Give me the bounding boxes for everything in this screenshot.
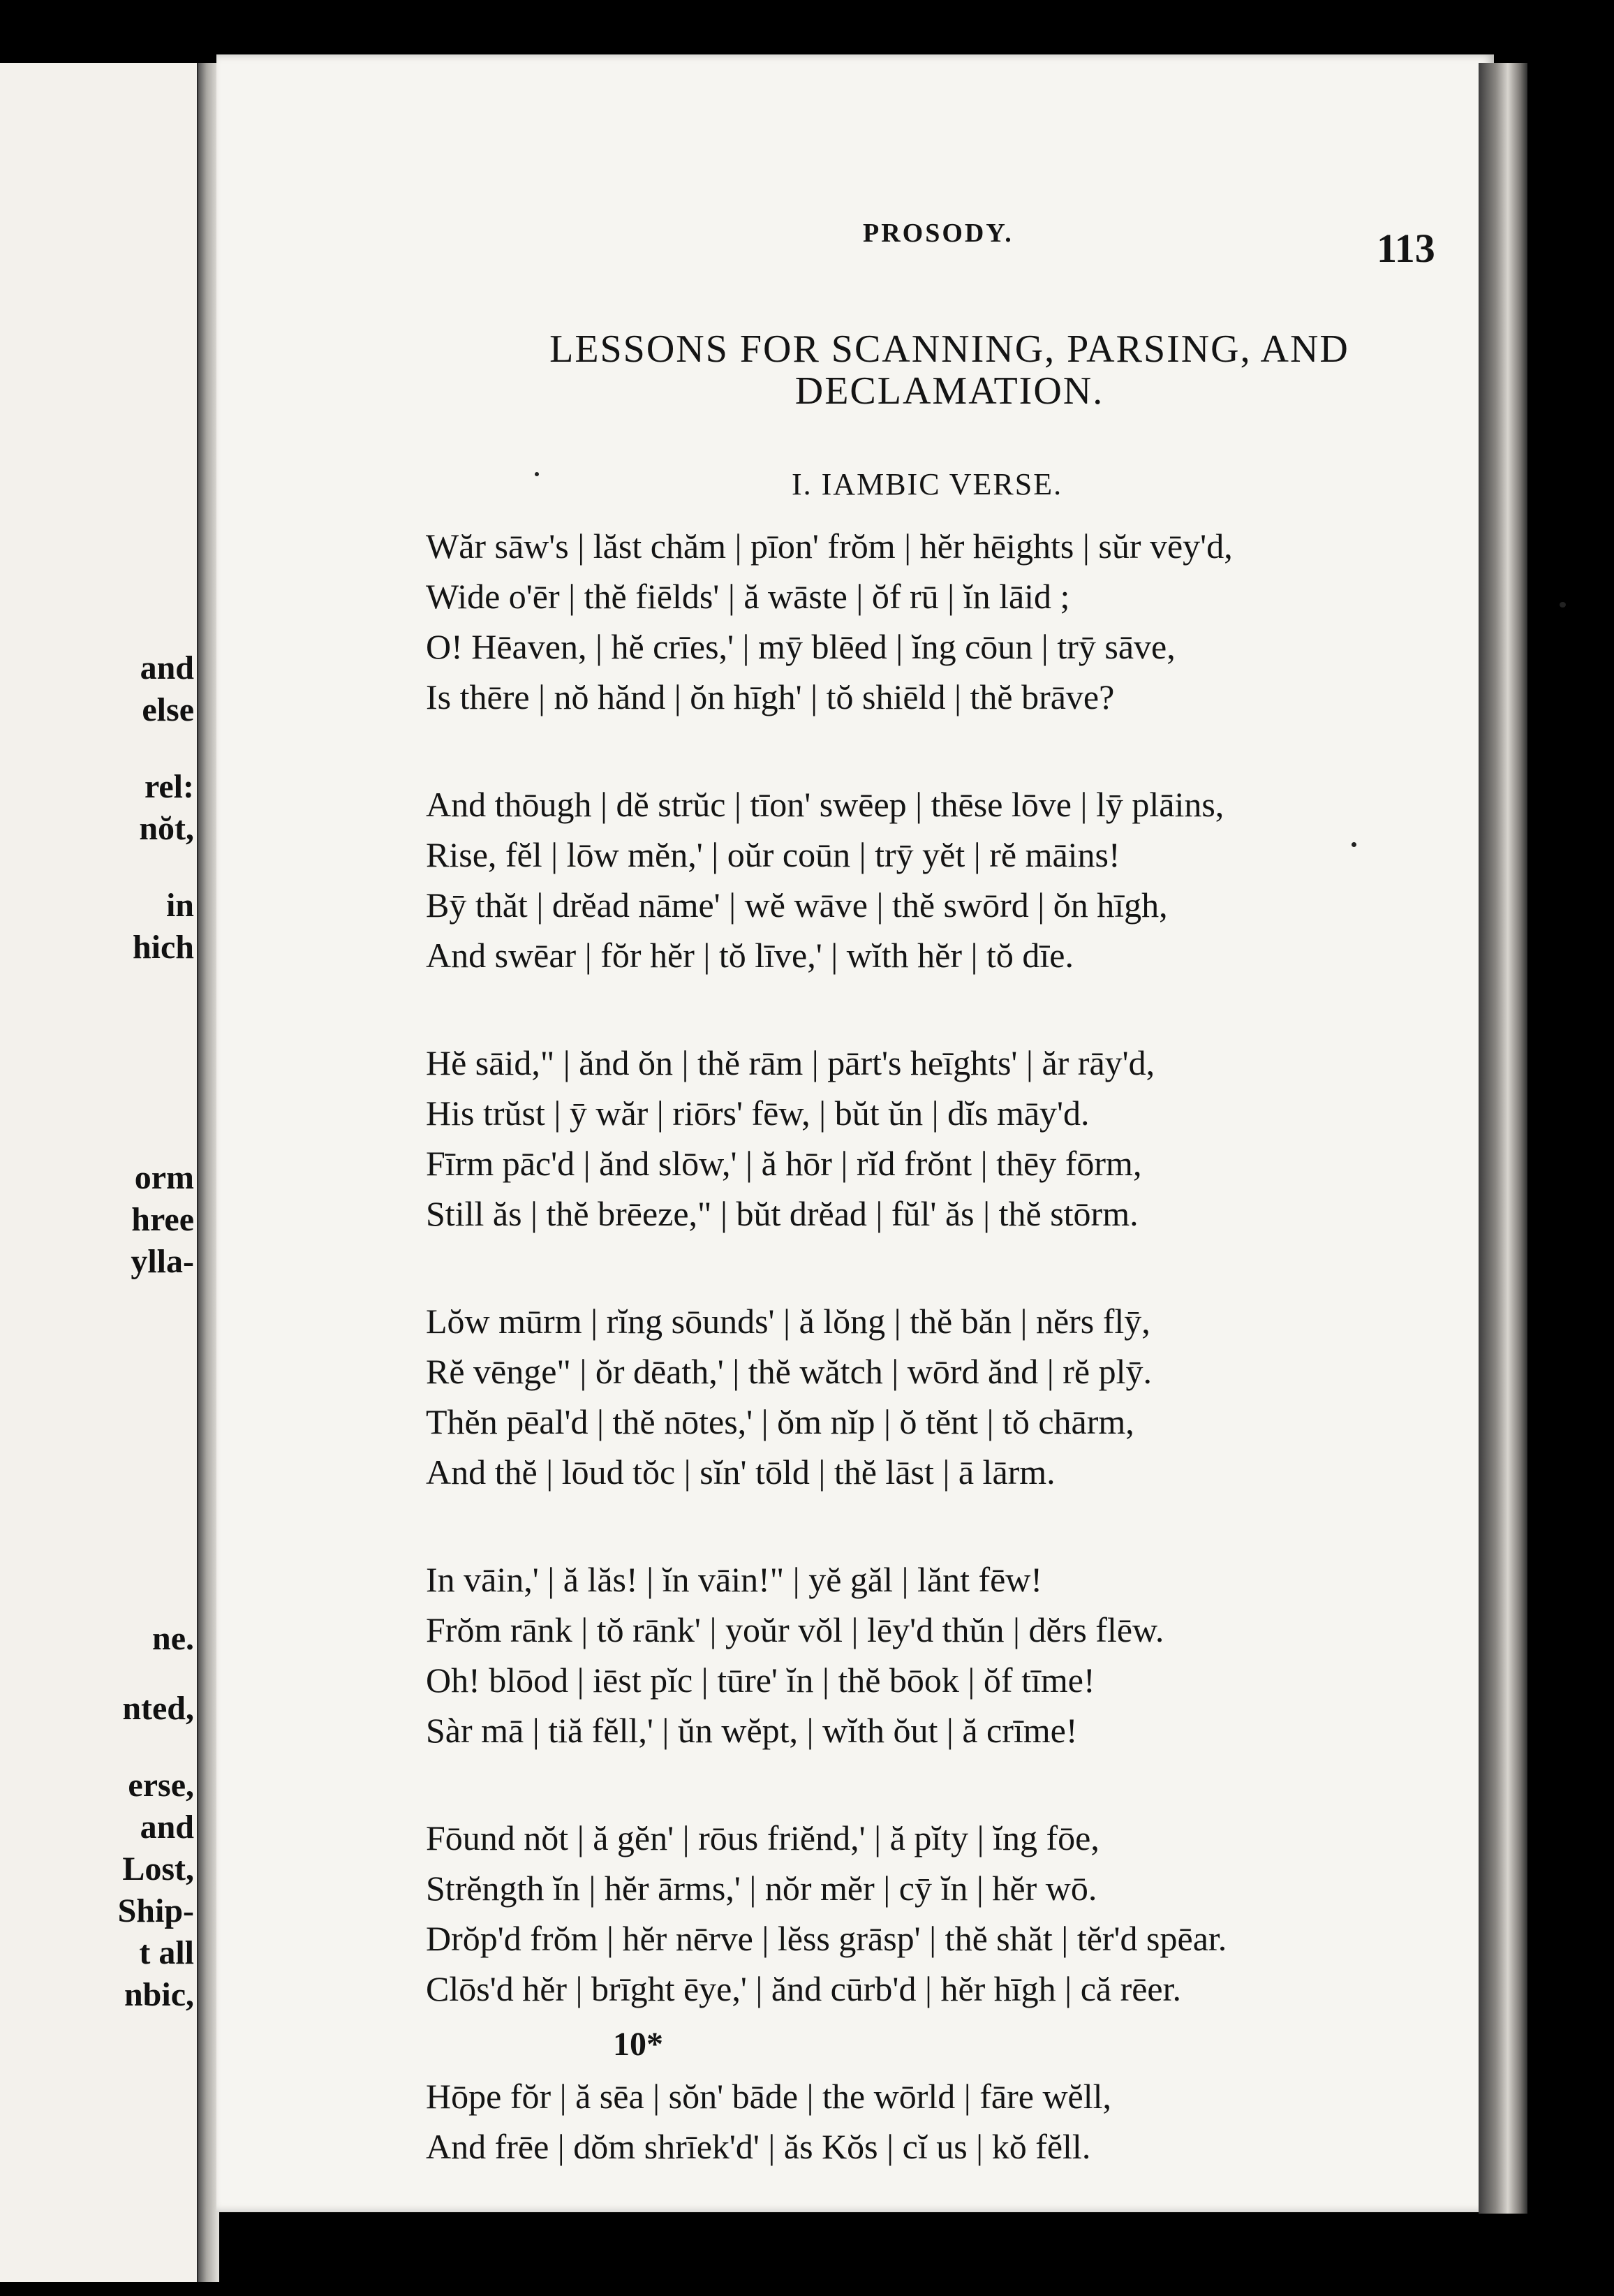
left-text-fragment: erse, (128, 1767, 194, 1804)
print-speck (535, 472, 539, 476)
verse-line: And thōugh | dĕ strŭc | tīon' swēep | thēse lōve | lȳ plāins, (426, 785, 1224, 824)
print-speck (1560, 602, 1566, 608)
verse-line: Wăr sāw's | lăst chăm | pīon' frŏm | hĕr hēights | sŭr vēy'd, (426, 527, 1233, 566)
verse-line: Clōs'd hĕr | brīght ēye,' | ănd cūrb'd | hĕr hīgh | că rēer. (426, 1969, 1182, 2008)
left-text-fragment: in (165, 887, 194, 924)
verse-line: Lŏw mūrm | rĭng sōunds' | ă lŏng | thĕ băn | nĕrs flȳ, (426, 1302, 1150, 1341)
stanza (426, 1813, 1445, 2014)
verse-line: Sàr mā | tiă fĕll,' | ŭn wĕpt, | wĭth ŏut | ă crīme! (426, 1711, 1078, 1750)
verse-line: Frŏm rānk | tŏ rānk' | yoŭr vŏl | lēy'd thŭn | dĕrs flēw. (426, 1610, 1164, 1649)
left-text-fragment: hree (131, 1201, 194, 1238)
stanza (426, 521, 1445, 722)
verse-line: Fīrm pāc'd | ănd slōw,' | ă hōr | rĭd frŏnt | thēy fōrm, (426, 1144, 1142, 1183)
verse-line: Strĕngth ĭn | hĕr ārms,' | nŏr mĕr | cȳ ĭn | hĕr wō. (426, 1869, 1097, 1908)
left-text-fragment: else (142, 691, 194, 728)
verse-line: O! Hēaven, | hĕ crīes,' | mȳ blēed | ĭng cōun | trȳ sāve, (426, 627, 1176, 666)
left-text-fragment: orm (134, 1159, 194, 1196)
verse-line: Oh! blōod | iēst pĭc | tūre' ĭn | thĕ bōok | ŏf tīme! (426, 1661, 1095, 1700)
left-text-fragment: and (140, 649, 194, 686)
stanza (426, 1038, 1445, 1239)
verse-line: Is thēre | nŏ hănd | ŏn hīgh' | tŏ shiēld | thĕ brāve? (426, 677, 1115, 716)
stanza (426, 1554, 1445, 1756)
stanza (426, 779, 1445, 980)
left-text-fragment: Ship- (117, 1892, 194, 1929)
stanza (426, 1296, 1445, 1497)
left-text-fragment: and (140, 1809, 194, 1846)
verse-line: And thĕ | lōud tŏc | sĭn' tōld | thĕ lāst | ā lārm. (426, 1452, 1056, 1492)
page-number: 113 (1377, 226, 1435, 271)
verse-line: Still ăs | thĕ brēeze," | bŭt drĕad | fŭl' ăs | thĕ stōrm. (426, 1194, 1139, 1233)
verse-line: Fōund nŏt | ă gĕn' | rōus friĕnd,' | ă pĭty | ĭng fōe, (426, 1818, 1100, 1857)
print-speck (1352, 842, 1356, 847)
section-title: LESSONS FOR SCANNING, PARSING, AND DECLAMATION. (549, 328, 1349, 413)
left-text-fragment: ylla- (131, 1243, 194, 1280)
verse-line: Drŏp'd frŏm | hĕr nērve | lĕss grāsp' | thĕ shăt | tĕr'd spēar. (426, 1919, 1227, 1958)
verse-line: Bȳ thăt | drĕad nāme' | wĕ wāve | thĕ swōrd | ŏn hīgh, (426, 885, 1168, 925)
verse-line: Rĕ vēnge" | ŏr dēath,' | thĕ wătch | wōrd ănd | rĕ plȳ. (426, 1352, 1152, 1391)
facing-page-fragment (0, 63, 204, 2282)
left-text-fragment: rel: (144, 768, 194, 805)
left-text-fragment: Lost, (122, 1850, 194, 1887)
verse-line: Hĕ sāid," | ănd ŏn | thĕ rām | pārt's heīghts' | ăr rāy'd, (426, 1043, 1155, 1082)
left-text-fragment: nbic, (124, 1976, 194, 2013)
left-text-fragment: hich (132, 929, 194, 966)
left-text-fragment: nted, (122, 1690, 194, 1727)
verse-line: His trŭst | ȳ wăr | riōrs' fēw, | bŭt ŭn | dĭs māy'd. (426, 1094, 1090, 1133)
stanza (426, 2071, 1445, 2172)
section-subtitle: I. IAMBIC VERSE. (792, 467, 1063, 501)
verse-line: Thĕn pēal'd | thĕ nōtes,' | ŏm nĭp | ŏ tĕnt | tŏ chārm, (426, 1402, 1134, 1441)
left-text-fragment: nŏt, (139, 810, 194, 847)
verse-line: And frēe | dŏm shrīek'd' | ăs Kŏs | cĭ us | kŏ fĕll. (426, 2127, 1091, 2166)
verse-line: And swēar | fŏr hĕr | tŏ līve,' | wĭth hĕr | tŏ dīe. (426, 936, 1074, 975)
verse-block (426, 521, 1445, 2172)
left-text-fragment: ne. (152, 1620, 194, 1657)
running-head: PROSODY. (863, 219, 1014, 248)
verse-line: Wide o'ēr | thĕ fiēlds' | ă wāste | ŏf rū | ĭn lāid ; (426, 577, 1070, 616)
left-text-fragment: t all (139, 1934, 194, 1971)
page-edge (1479, 63, 1527, 2214)
verse-line: Rise, fĕl | lōw mĕn,' | oŭr coūn | trȳ yĕt | rĕ māins! (426, 835, 1120, 874)
verse-line: Hōpe fŏr | ă sēa | sŏn' bāde | the wōrld | fāre wĕll, (426, 2077, 1112, 2116)
signature-mark: 10* (613, 2026, 663, 2063)
verse-line: In vāin,' | ă lăs! | ĭn vāin!" | yĕ găl | lănt fēw! (426, 1560, 1043, 1599)
